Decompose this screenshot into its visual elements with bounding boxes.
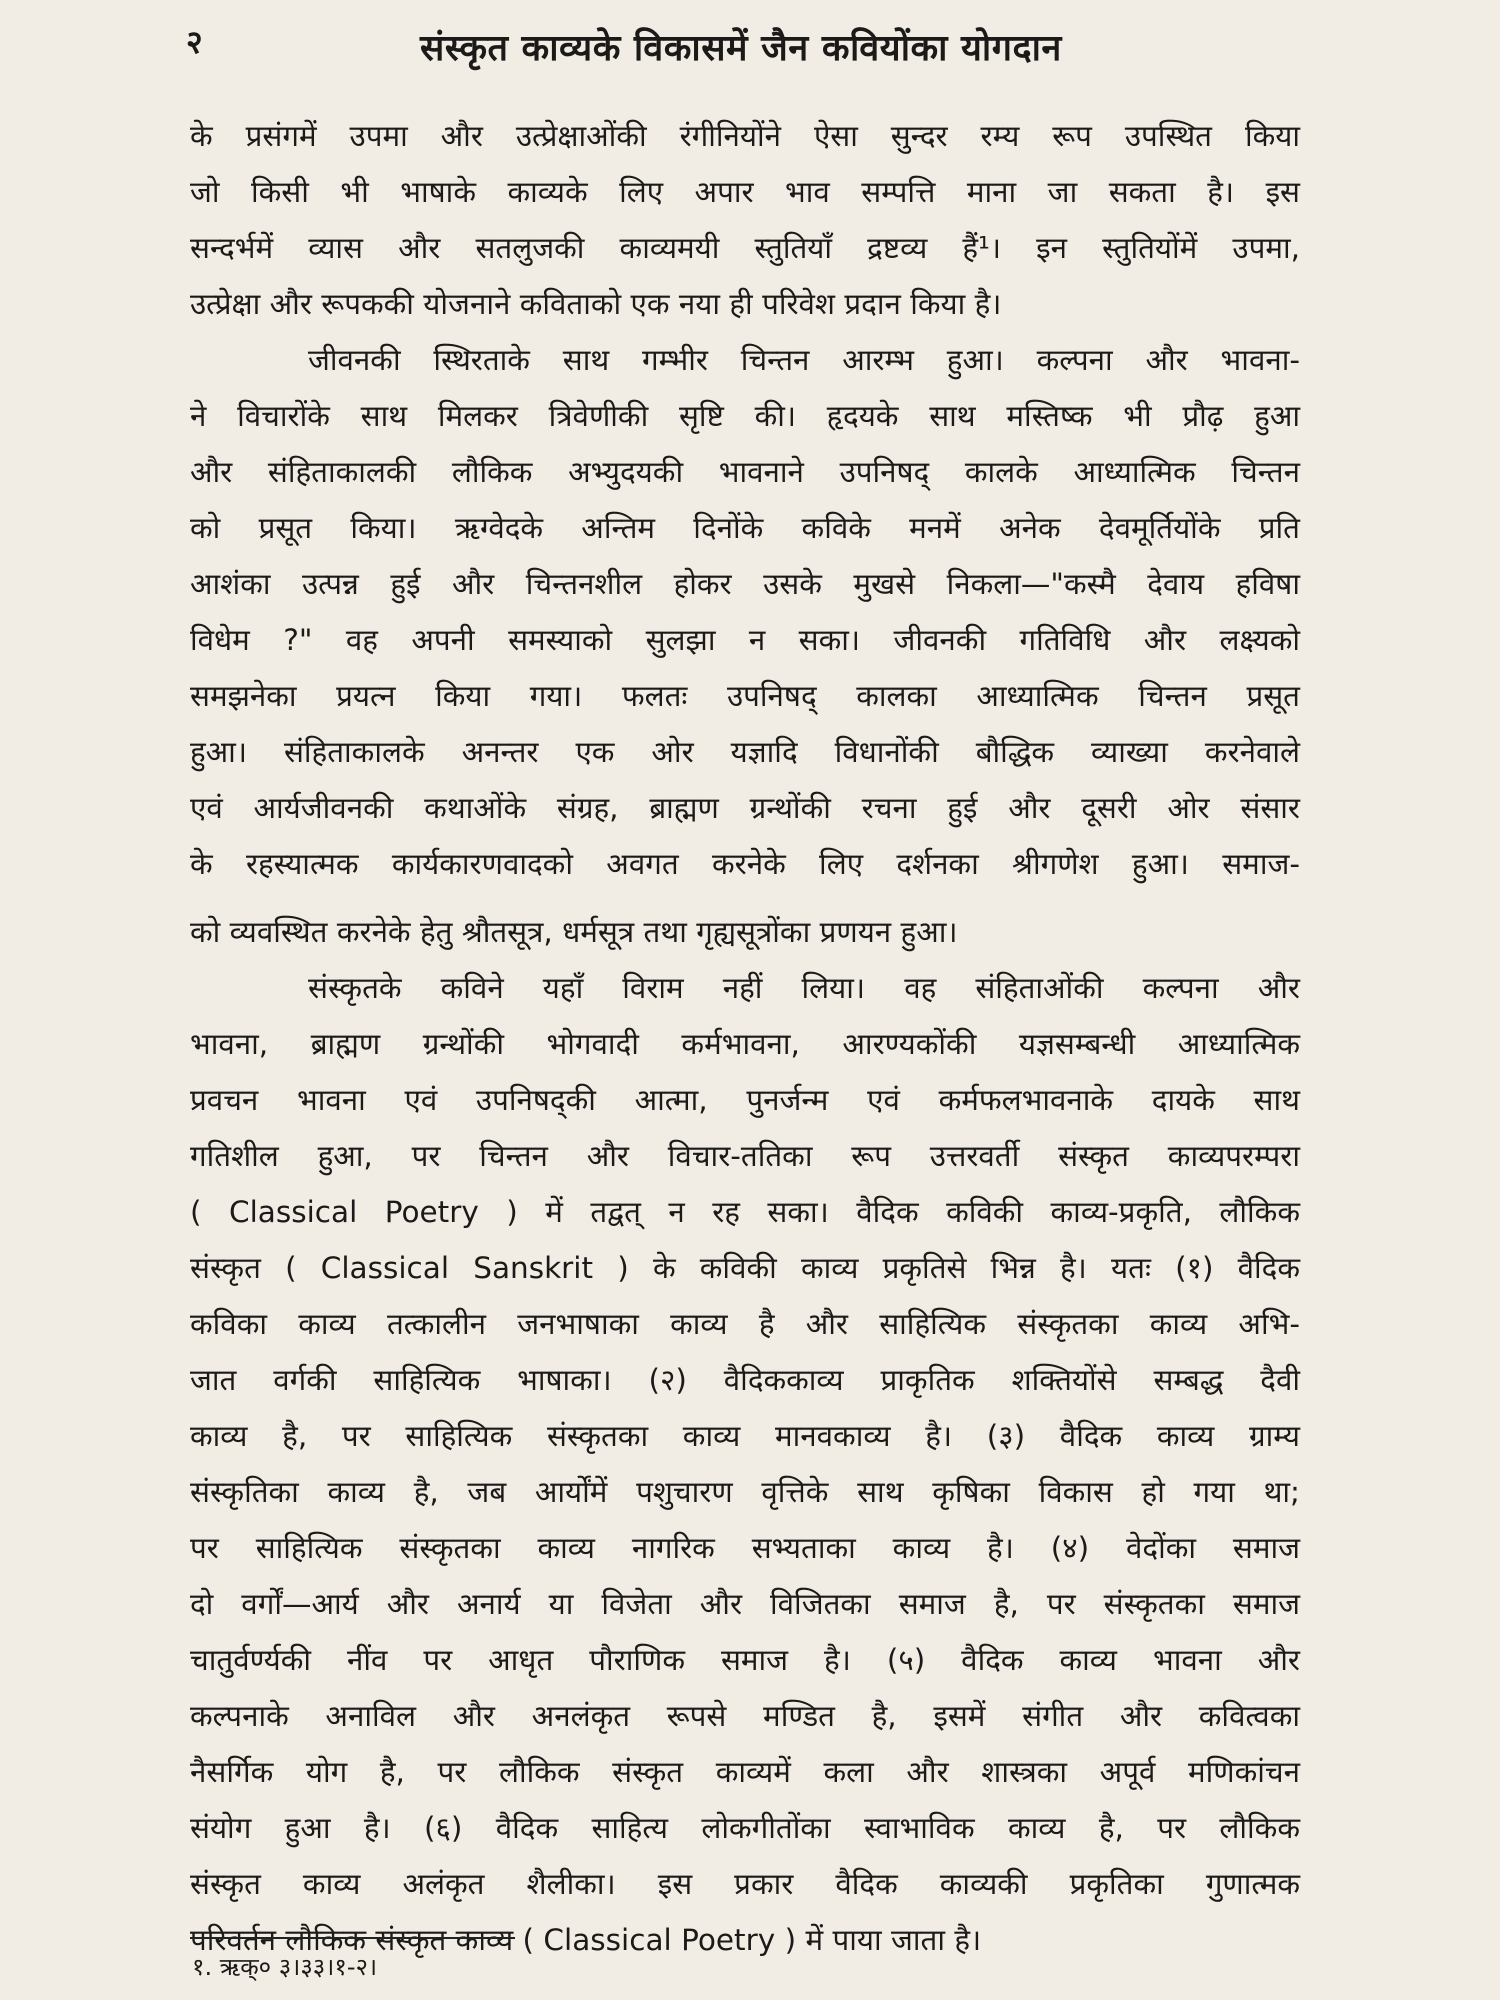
text-line: कल्पनाके अनाविल और अनलंकृत रूपसे मण्डित है, इसमें संगीत और कवित्वका: [190, 1699, 1300, 1733]
text-line: संस्कृत ( Classical Sanskrit ) के कविकी काव्य प्रकृतिसे भिन्न है। यतः (१) वैदिक: [190, 1251, 1300, 1285]
text-line: संयोग हुआ है। (६) वैदिक साहित्य लोकगीतोंका स्वाभाविक काव्य है, पर लौकिक: [190, 1811, 1300, 1845]
text-line: परिवर्तन लौकिक संस्कृत काव्य ( Classical Poetry ) में पाया जाता है।: [190, 1923, 982, 1957]
text-line: पर साहित्यिक संस्कृतका काव्य नागरिक सभ्यताका काव्य है। (४) वेदोंका समाज: [190, 1531, 1300, 1565]
body-text: [190, 108, 1300, 1968]
text-line: जो किसी भी भाषाके काव्यके लिए अपार भाव सम्पत्ति माना जा सकता है। इस: [190, 175, 1300, 209]
text-line: काव्य है, पर साहित्यिक संस्कृतका काव्य मानवकाव्य है। (३) वैदिक काव्य ग्राम्य: [190, 1419, 1300, 1453]
text-line: जात वर्गकी साहित्यिक भाषाका। (२) वैदिककाव्य प्राकृतिक शक्तियोंसे सम्बद्ध दैवी: [190, 1363, 1300, 1397]
paragraph-start-line: संस्कृतके कविने यहाँ विराम नहीं लिया। वह संहिताओंकी कल्पना और: [308, 971, 1300, 1005]
text-line: के रहस्यात्मक कार्यकारणवादको अवगत करनेके लिए दर्शनका श्रीगणेश हुआ। समाज-: [190, 847, 1300, 881]
text-line: के प्रसंगमें उपमा और उत्प्रेक्षाओंकी रंगीनियोंने ऐसा सुन्दर रम्य रूप उपस्थित किया: [190, 119, 1300, 153]
text-line: प्रवचन भावना एवं उपनिषद्की आत्मा, पुनर्जन्म एवं कर्मफलभावनाके दायके साथ: [190, 1083, 1300, 1117]
text-line: ने विचारोंके साथ मिलकर त्रिवेणीकी सृष्टि की। हृदयके साथ मस्तिष्क भी प्रौढ़ हुआ: [190, 399, 1300, 433]
footnote: १. ऋक्० ३।३३।१-२।: [192, 1953, 378, 1981]
paragraph-start-line: जीवनकी स्थिरताके साथ गम्भीर चिन्तन आरम्भ हुआ। कल्पना और भावना-: [308, 343, 1300, 377]
text-line: संस्कृतिका काव्य है, जब आर्योंमें पशुचारण वृत्तिके साथ कृषिका विकास हो गया था;: [190, 1475, 1300, 1509]
text-line: ( Classical Poetry ) में तद्वत् न रह सका। वैदिक कविकी काव्य-प्रकृति, लौकिक: [190, 1195, 1300, 1229]
text-line: एवं आर्यजीवनकी कथाओंके संग्रह, ब्राह्मण ग्रन्थोंकी रचना हुई और दूसरी ओर संसार: [190, 791, 1300, 825]
text-line: चातुर्वर्ण्यकी नींव पर आधृत पौराणिक समाज है। (५) वैदिक काव्य भावना और: [190, 1643, 1300, 1677]
page-number: २: [186, 23, 203, 61]
running-title: संस्कृत काव्यके विकासमें जैन कवियोंका योगदान: [420, 28, 1062, 69]
text-line: गतिशील हुआ, पर चिन्तन और विचार-ततिका रूप उत्तरवर्ती संस्कृत काव्यपरम्परा: [190, 1139, 1300, 1173]
text-line: नैसर्गिक योग है, पर लौकिक संस्कृत काव्यमें कला और शास्त्रका अपूर्व मणिकांचन: [190, 1755, 1300, 1789]
text-line: को व्यवस्थित करनेके हेतु श्रौतसूत्र, धर्मसूत्र तथा गृह्यसूत्रोंका प्रणयन हुआ।: [190, 915, 958, 949]
text-line: समझनेका प्रयत्न किया गया। फलतः उपनिषद् कालका आध्यात्मिक चिन्तन प्रसूत: [190, 679, 1300, 713]
text-line: भावना, ब्राह्मण ग्रन्थोंकी भोगवादी कर्मभावना, आरण्यकोंकी यज्ञसम्बन्धी आध्यात्मिक: [190, 1027, 1300, 1061]
text-line: संस्कृत काव्य अलंकृत शैलीका। इस प्रकार वैदिक काव्यकी प्रकृतिका गुणात्मक: [190, 1867, 1300, 1901]
text-line: सन्दर्भमें व्यास और सतलुजकी काव्यमयी स्तुतियाँ द्रष्टव्य हैं¹। इन स्तुतियोंमें उपमा,: [190, 231, 1300, 265]
text-line: विधेम ?" वह अपनी समस्याको सुलझा न सका। जीवनकी गतिविधि और लक्ष्यको: [190, 623, 1300, 657]
footnote-divider: [190, 1937, 515, 1939]
text-line: आशंका उत्पन्न हुई और चिन्तनशील होकर उसके मुखसे निकला—"कस्मै देवाय हविषा: [190, 567, 1300, 601]
text-line: उत्प्रेक्षा और रूपककी योजनाने कविताको एक नया ही परिवेश प्रदान किया है।: [190, 287, 1002, 321]
text-line: हुआ। संहिताकालके अनन्तर एक ओर यज्ञादि विधानोंकी बौद्धिक व्याख्या करनेवाले: [190, 735, 1300, 769]
text-line: को प्रसूत किया। ऋग्वेदके अन्तिम दिनोंके कविके मनमें अनेक देवमूर्तियोंके प्रति: [190, 511, 1300, 545]
text-line: और संहिताकालकी लौकिक अभ्युदयकी भावनाने उपनिषद् कालके आध्यात्मिक चिन्तन: [190, 455, 1300, 489]
text-line: दो वर्गों—आर्य और अनार्य या विजेता और विजितका समाज है, पर संस्कृतका समाज: [190, 1587, 1300, 1621]
text-line: कविका काव्य तत्कालीन जनभाषाका काव्य है और साहित्यिक संस्कृतका काव्य अभि-: [190, 1307, 1300, 1341]
